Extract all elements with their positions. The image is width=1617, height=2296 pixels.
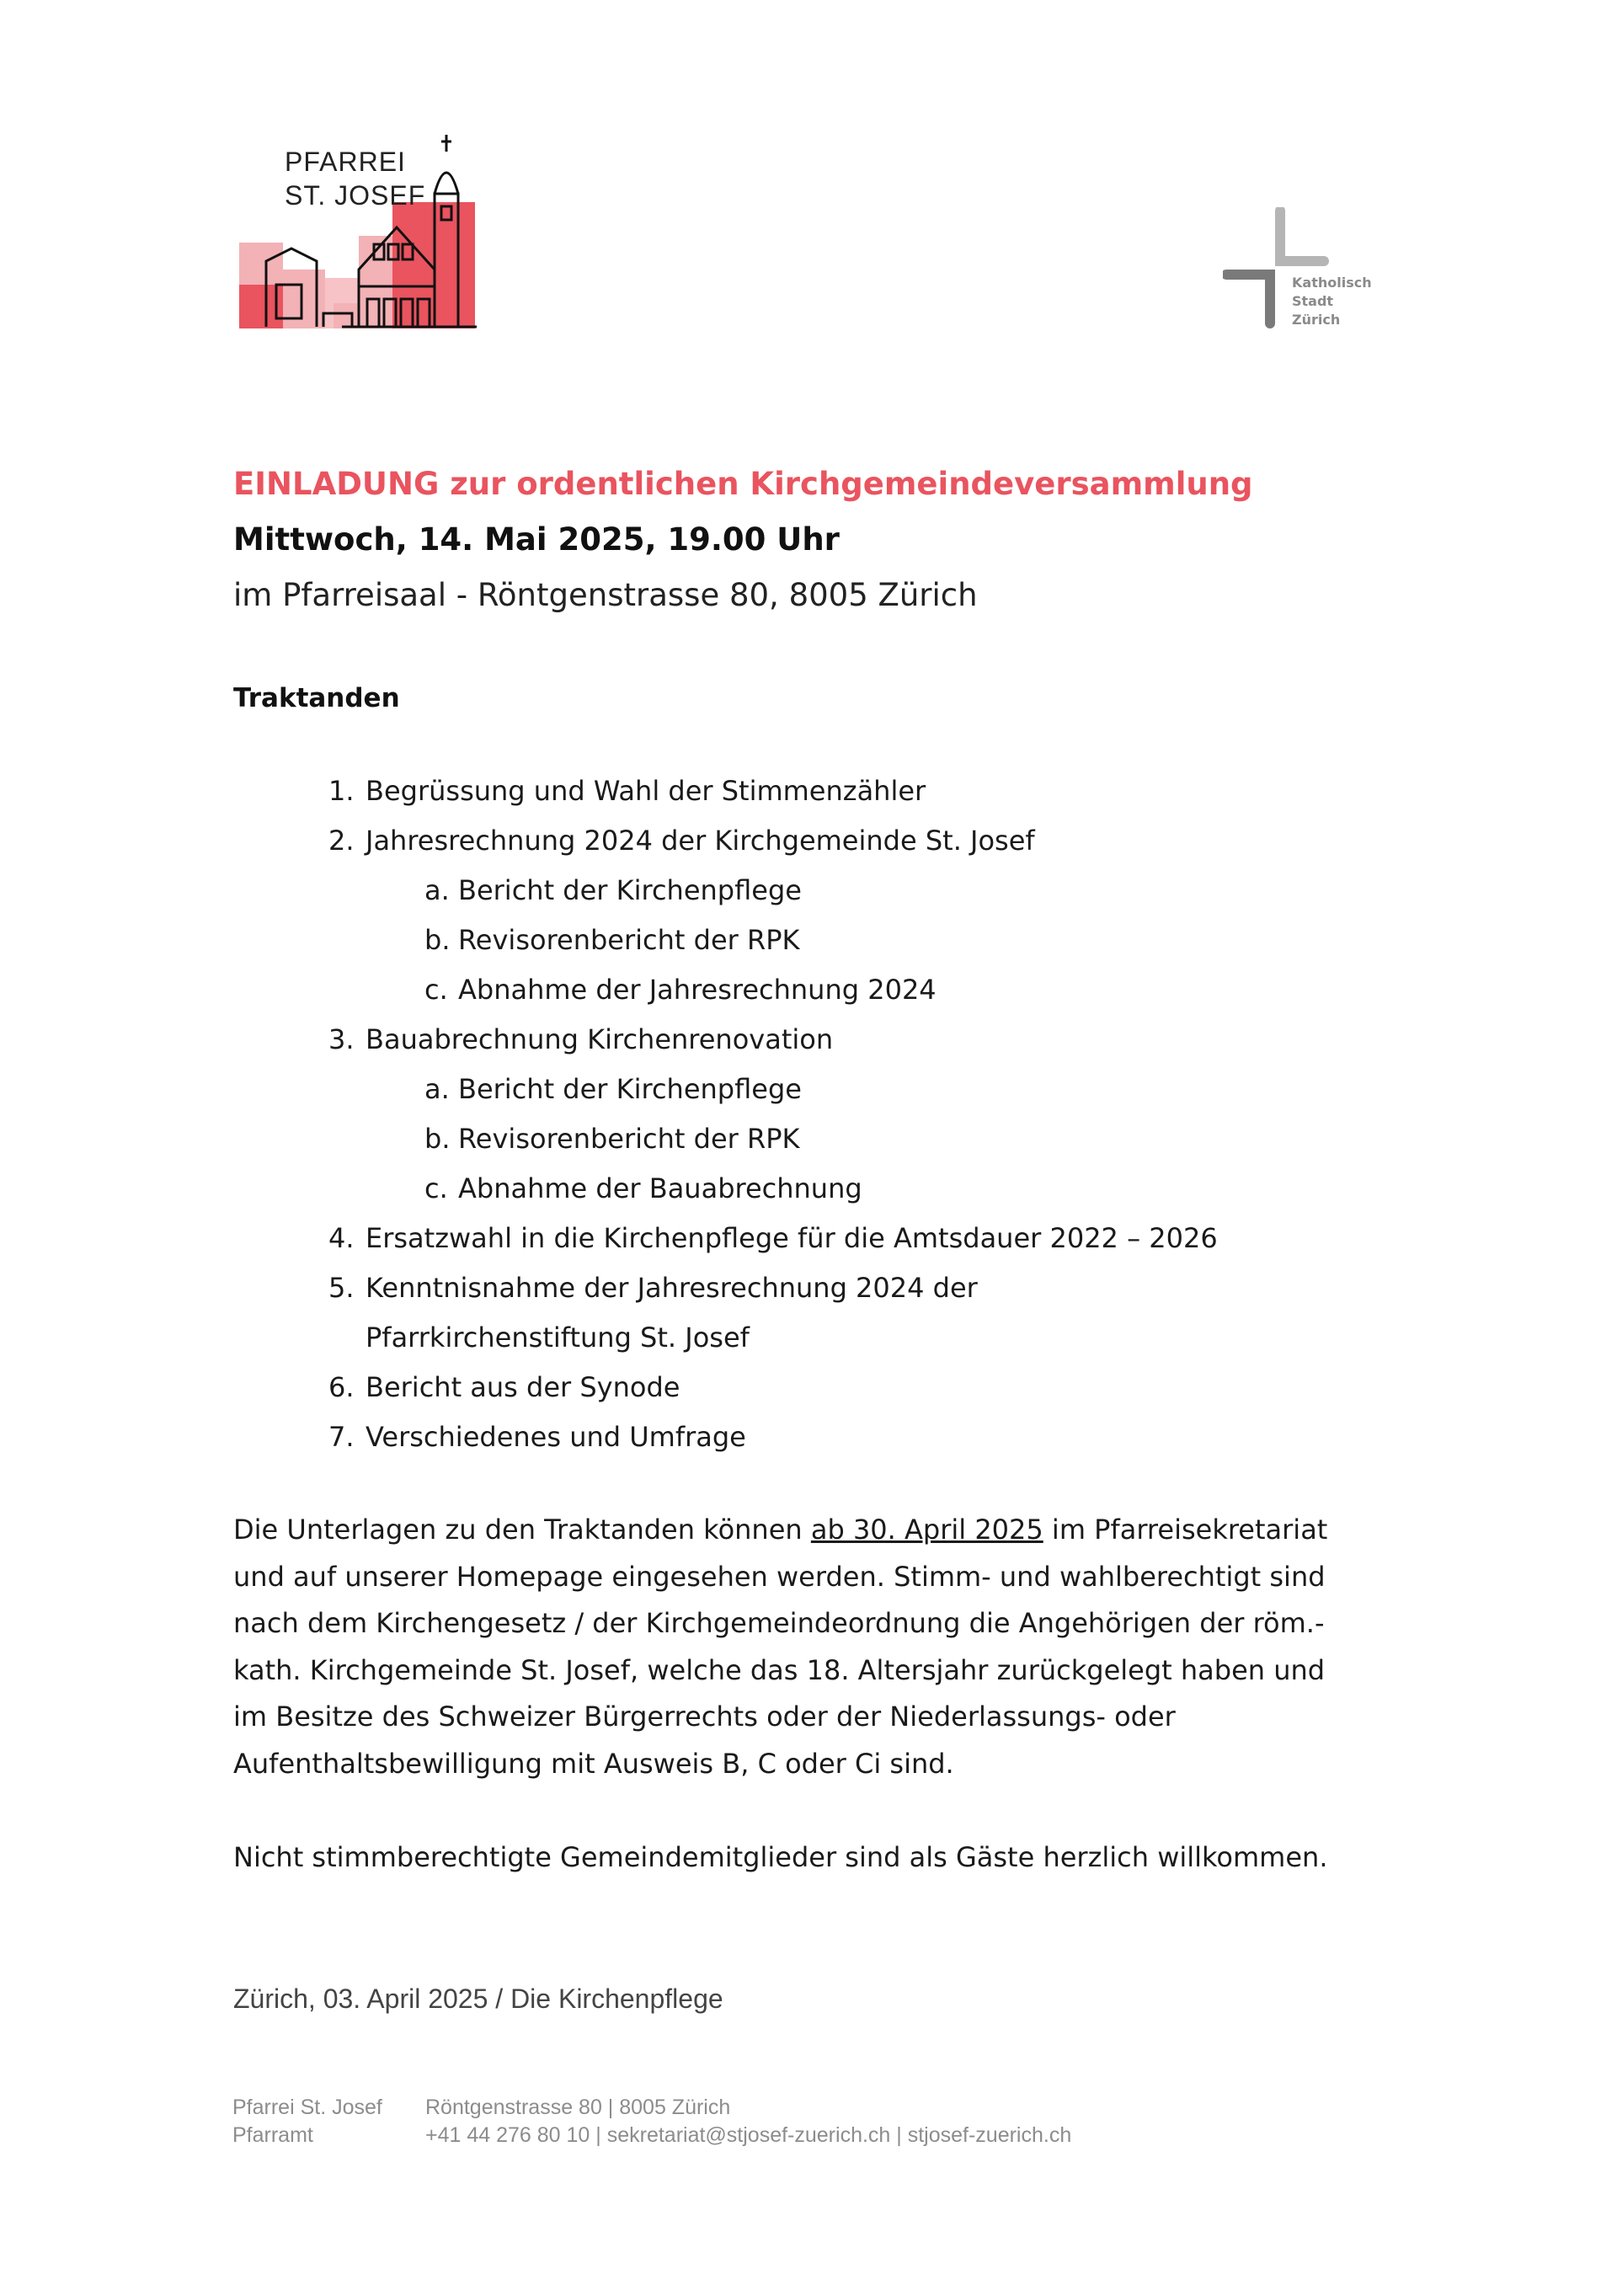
right-logo-line-3: Zürich	[1292, 312, 1341, 328]
logo-line-1: PFARREI	[285, 147, 406, 177]
notice-line: und auf unserer Homepage eingesehen werden. Stimm- und wahlberechtigt sind	[233, 1560, 1326, 1593]
agenda-item: 4. Ersatzwahl in die Kirchenpflege für die Amtsdauer 2022 – 2026	[328, 1222, 1218, 1254]
agenda-subitem: a. Bericht der Kirchenpflege	[424, 874, 802, 906]
notice-line: im Besitze des Schweizer Bürgerrechts oder der Niederlassungs- oder	[233, 1701, 1176, 1733]
agenda-item: 1. Begrüssung und Wahl der Stimmenzähler	[328, 775, 926, 807]
guests-welcome: Nicht stimmberechtigte Gemeindemitglieder sind als Gäste herzlich willkommen.	[233, 1841, 1328, 1873]
right-logo-line-2: Stadt	[1292, 293, 1334, 309]
agenda-item: 3. Bauabrechnung Kirchenrenovation	[328, 1023, 834, 1055]
agenda-subitem: c. Abnahme der Bauabrechnung	[424, 1172, 862, 1204]
meeting-venue: im Pfarreisaal - Röntgenstrasse 80, 8005 Zürich	[233, 577, 978, 613]
notice-line: nach dem Kirchengesetz / der Kirchgemeindeordnung die Angehörigen der röm.-	[233, 1607, 1325, 1639]
documents-notice	[233, 1507, 1327, 1787]
agenda-item: 6. Bericht aus der Synode	[328, 1371, 680, 1403]
notice-line: Aufenthaltsbewilligung mit Ausweis B, C oder Ci sind.	[233, 1747, 954, 1780]
agenda-subitem: b. Revisorenbericht der RPK	[424, 924, 800, 956]
agenda-subitem: a. Bericht der Kirchenpflege	[424, 1073, 802, 1105]
availability-date: ab 30. April 2025	[810, 1514, 1043, 1546]
agenda-item: 5. Kenntnisnahme der Jahresrechnung 2024 der	[328, 1272, 978, 1304]
agenda-item: 2. Jahresrechnung 2024 der Kirchgemeinde St. Josef	[328, 825, 1035, 857]
footer-contact: +41 44 276 80 10 | sekretariat@stjosef-zuerich.ch | stjosef-zuerich.ch	[425, 2123, 1072, 2147]
right-logo-line-1: Katholisch	[1292, 275, 1372, 291]
invitation-title: EINLADUNG zur ordentlichen Kirchgemeindeversammlung	[233, 466, 1253, 502]
agenda-subitem: c. Abnahme der Jahresrechnung 2024	[424, 974, 937, 1006]
footer-org-line-1: Pfarrei St. Josef	[232, 2096, 382, 2119]
agenda-item: 7. Verschiedenes und Umfrage	[328, 1421, 746, 1453]
notice-line: Die Unterlagen zu den Traktanden können ab 30. April 2025 im Pfarreisekretariat	[233, 1514, 1328, 1546]
signature-line: Zürich, 03. April 2025 / Die Kirchenpflege	[233, 1984, 723, 2014]
agenda-heading: Traktanden	[233, 683, 400, 713]
footer-org-line-2: Pfarramt	[232, 2123, 313, 2147]
notice-line: kath. Kirchgemeinde St. Josef, welche das 18. Altersjahr zurückgelegt haben und	[233, 1653, 1326, 1686]
logo-line-2: ST. JOSEF	[285, 180, 426, 211]
agenda-item-continuation: Pfarrkirchenstiftung St. Josef	[366, 1322, 750, 1354]
meeting-date: Mittwoch, 14. Mai 2025, 19.00 Uhr	[233, 521, 840, 558]
footer-address: Röntgenstrasse 80 | 8005 Zürich	[425, 2096, 731, 2119]
agenda-subitem: b. Revisorenbericht der RPK	[424, 1123, 800, 1155]
